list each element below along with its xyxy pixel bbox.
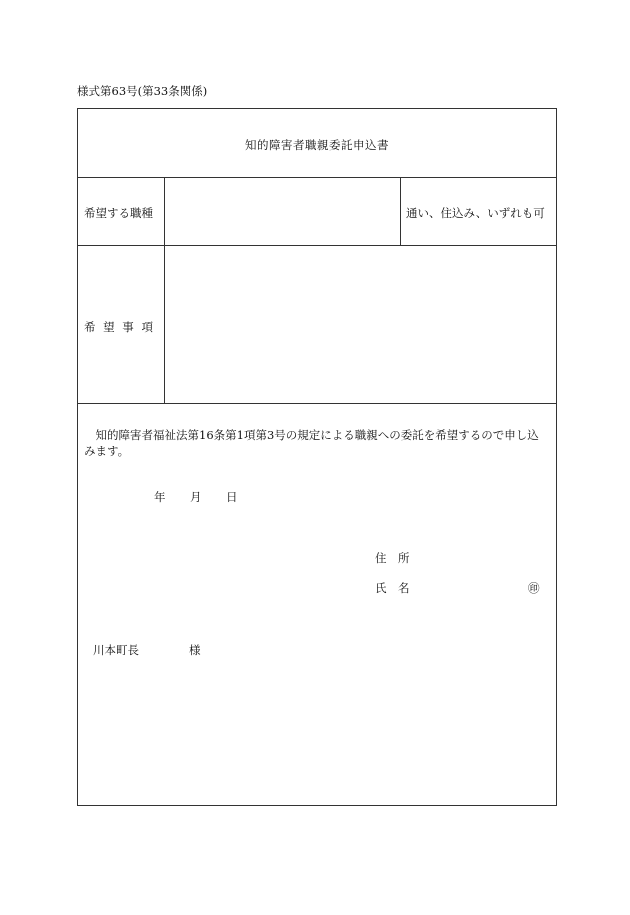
date-month-label: 月	[190, 490, 202, 504]
divider	[78, 177, 556, 178]
recipient-name: 川本町長	[93, 643, 139, 657]
recipient-honorific: 様	[189, 643, 201, 657]
occupation-label: 希望する職種	[84, 206, 153, 220]
divider	[400, 177, 401, 245]
divider	[164, 177, 165, 245]
desired-matters-label: 希 望 事 項	[84, 320, 153, 334]
form-number: 様式第63号(第33条関係)	[77, 84, 208, 98]
date-year-label: 年	[154, 490, 166, 504]
date-day-label: 日	[226, 490, 238, 504]
divider	[78, 245, 556, 246]
address-label: 住 所	[375, 551, 410, 565]
desired-matters-field[interactable]	[168, 254, 548, 394]
divider	[164, 245, 165, 403]
name-label: 氏 名	[375, 581, 410, 595]
seal-mark: ㊞	[528, 581, 540, 595]
commute-option-text: 通い、住込み、いずれも可	[406, 206, 545, 220]
application-statement: 知的障害者福祉法第16条第1項第3号の規定による職親への委託を希望するので申し込みます。	[84, 428, 539, 458]
divider	[78, 403, 556, 404]
application-form	[77, 108, 557, 806]
form-title: 知的障害者職親委託申込書	[245, 138, 389, 152]
